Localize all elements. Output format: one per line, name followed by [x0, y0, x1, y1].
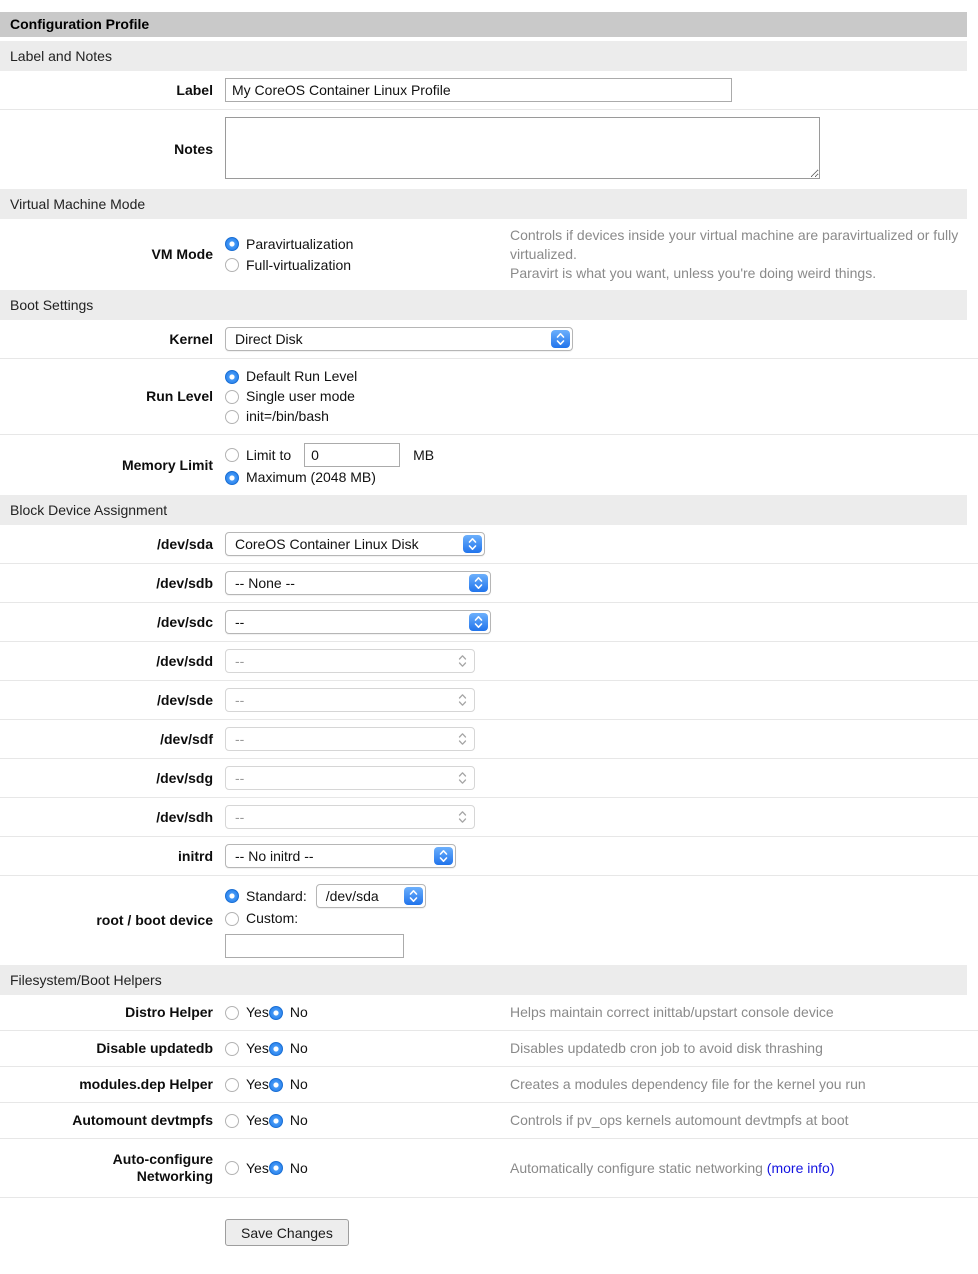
field-label-vm-mode: VM Mode: [151, 246, 213, 262]
radio-option-label: Yes: [246, 1076, 269, 1092]
radio-option-label: Standard:: [246, 887, 307, 904]
dev-sdh-select: --: [225, 805, 475, 829]
radio-option-label: Single user mode: [246, 388, 355, 404]
notes-textarea[interactable]: [225, 117, 820, 179]
section-header-filesystem-helpers: Filesystem/Boot Helpers: [0, 965, 967, 995]
dev-sdb-row: [0, 564, 978, 603]
automount-devtmpfs-no-radio[interactable]: [269, 1114, 283, 1128]
section-header-vm-mode: Virtual Machine Mode: [0, 189, 967, 219]
radio-option-label: Default Run Level: [246, 368, 358, 384]
dev-sdh-row: [0, 798, 978, 837]
dev-sde-row: [0, 681, 978, 720]
help-text: Automatically configure static networking (more info): [510, 1159, 835, 1176]
chevron-up-down-icon: [463, 535, 482, 553]
section-block-devices: [0, 495, 978, 965]
field-label-memory-limit: Memory Limit: [121, 456, 213, 473]
chevron-up-down-icon: [453, 652, 472, 670]
section-header-block-devices: Block Device Assignment: [0, 495, 967, 525]
auto-configure-networking-row: [0, 1139, 978, 1198]
field-label-dev-sda: /dev/sda: [156, 535, 213, 552]
field-label-dev-sdf: /dev/sdf: [160, 730, 213, 747]
chevron-up-down-icon: [469, 613, 488, 631]
section-header-boot-settings: Boot Settings: [0, 290, 967, 320]
chevron-up-down-icon: [434, 847, 453, 865]
radio-option-label: init=/bin/bash: [246, 408, 329, 424]
vm-mode-row: [0, 219, 978, 290]
label-row: [0, 71, 978, 110]
help-text: Helps maintain correct inittab/upstart console device: [510, 1004, 834, 1020]
field-label-initrd: initrd: [178, 847, 213, 864]
chevron-up-down-icon: [453, 730, 472, 748]
modules-dep-yes-radio[interactable]: [225, 1078, 239, 1092]
memory-unit-label: MB: [413, 446, 435, 463]
section-header-label-and-notes: Label and Notes: [0, 41, 967, 71]
radio-option-label: No: [289, 1076, 308, 1092]
field-label-distro-helper: Distro Helper: [125, 1004, 213, 1020]
dev-sdc-row: [0, 603, 978, 642]
chevron-up-down-icon: [551, 330, 570, 348]
field-label-dev-sdb: /dev/sdb: [156, 574, 213, 591]
modules-dep-helper-row: [0, 1067, 978, 1103]
more-info-link[interactable]: (more info): [766, 1159, 835, 1176]
section-boot-settings: [0, 290, 978, 495]
auto-configure-networking-no-radio[interactable]: [269, 1161, 283, 1175]
memory-limit-input[interactable]: [304, 443, 400, 467]
radio-option-label: No: [289, 1112, 308, 1128]
vm-mode-help-text: Controls if devices inside your virtual machine are paravirtualized or fully virtualized. Paravirt is what you want, unless you're doing weird things.: [510, 227, 959, 281]
field-label-dev-sdh: /dev/sdh: [156, 808, 213, 825]
field-label-kernel: Kernel: [169, 330, 213, 347]
chevron-up-down-icon: [453, 691, 472, 709]
vm-mode-full-virtualization-radio[interactable]: [225, 258, 239, 272]
chevron-up-down-icon: [453, 769, 472, 787]
disable-updatedb-row: [0, 1031, 978, 1067]
memory-maximum-radio[interactable]: [225, 471, 239, 485]
root-device-custom-radio[interactable]: [225, 912, 239, 926]
field-label-dev-sde: /dev/sde: [156, 691, 213, 708]
dev-sde-select: --: [225, 688, 475, 712]
radio-option-label: Yes: [246, 1040, 269, 1056]
dev-sda-select[interactable]: CoreOS Container Linux Disk: [225, 532, 485, 556]
field-label-dev-sdg: /dev/sdg: [156, 769, 213, 786]
dev-sdg-row: [0, 759, 978, 798]
distro-helper-row: [0, 995, 978, 1031]
radio-option-label: No: [289, 1159, 308, 1176]
dev-sdb-select[interactable]: -- None --: [225, 571, 491, 595]
label-input[interactable]: [225, 78, 732, 102]
initrd-select[interactable]: -- No initrd --: [225, 844, 456, 868]
root-device-select[interactable]: /dev/sda: [316, 884, 426, 908]
automount-devtmpfs-yes-radio[interactable]: [225, 1114, 239, 1128]
auto-configure-networking-yes-radio[interactable]: [225, 1161, 239, 1175]
chevron-up-down-icon: [469, 574, 488, 592]
radio-option-label: Limit to: [246, 446, 292, 463]
kernel-select[interactable]: Direct Disk: [225, 327, 573, 351]
field-label-auto-configure-networking: Auto-configure Networking: [112, 1151, 213, 1184]
radio-option-label: Custom:: [246, 910, 299, 926]
radio-option-label: Maximum (2048 MB): [246, 469, 376, 485]
root-device-standard-radio[interactable]: [225, 889, 239, 903]
distro-helper-yes-radio[interactable]: [225, 1006, 239, 1020]
field-label-label: Label: [176, 81, 213, 98]
field-label-disable-updatedb: Disable updatedb: [96, 1040, 213, 1056]
dev-sdd-select: --: [225, 649, 475, 673]
dev-sdd-row: [0, 642, 978, 681]
field-label-modules-dep: modules.dep Helper: [79, 1076, 213, 1092]
disable-updatedb-yes-radio[interactable]: [225, 1042, 239, 1056]
radio-option-label: No: [289, 1004, 308, 1020]
page-title: Configuration Profile: [0, 12, 967, 37]
field-label-dev-sdd: /dev/sdd: [156, 652, 213, 669]
radio-option-label: Yes: [246, 1004, 269, 1020]
custom-root-device-input[interactable]: [225, 934, 404, 958]
section-label-and-notes: [0, 41, 978, 189]
field-label-notes: Notes: [174, 141, 213, 157]
section-filesystem-helpers: [0, 965, 978, 1198]
field-label-automount-devtmpfs: Automount devtmpfs: [72, 1112, 213, 1128]
dev-sdf-row: [0, 720, 978, 759]
help-text: Creates a modules dependency file for the kernel you run: [510, 1076, 866, 1092]
dev-sdc-select[interactable]: --: [225, 610, 491, 634]
run-level-default-radio[interactable]: [225, 370, 239, 384]
dev-sda-row: [0, 525, 978, 564]
field-label-dev-sdc: /dev/sdc: [156, 613, 213, 630]
run-level-init-bash-radio[interactable]: [225, 410, 239, 424]
notes-row: [0, 110, 978, 189]
initrd-row: [0, 837, 978, 876]
chevron-up-down-icon: [404, 887, 423, 905]
kernel-row: [0, 320, 978, 359]
vm-mode-paravirtualization-radio[interactable]: [225, 237, 239, 251]
section-vm-mode: [0, 189, 978, 290]
run-level-single-user-radio[interactable]: [225, 390, 239, 404]
radio-option-label: Full-virtualization: [246, 256, 352, 273]
radio-option-label: Yes: [246, 1112, 269, 1128]
radio-option-label: Paravirtualization: [246, 235, 354, 252]
root-boot-device-row: [0, 876, 978, 965]
dev-sdg-select: --: [225, 766, 475, 790]
help-text: Controls if pv_ops kernels automount devtmpfs at boot: [510, 1112, 849, 1128]
save-row: [0, 1198, 978, 1274]
chevron-up-down-icon: [453, 808, 472, 826]
help-text: Disables updatedb cron job to avoid disk thrashing: [510, 1040, 823, 1056]
save-button[interactable]: Save Changes: [225, 1219, 349, 1246]
modules-dep-no-radio[interactable]: [269, 1078, 283, 1092]
radio-option-label: Yes: [246, 1159, 269, 1176]
field-label-run-level: Run Level: [146, 388, 213, 404]
radio-option-label: No: [289, 1040, 308, 1056]
memory-limit-to-radio[interactable]: [225, 448, 239, 462]
run-level-row: [0, 359, 978, 435]
distro-helper-no-radio[interactable]: [269, 1006, 283, 1020]
automount-devtmpfs-row: [0, 1103, 978, 1139]
memory-limit-row: [0, 435, 978, 495]
disable-updatedb-no-radio[interactable]: [269, 1042, 283, 1056]
dev-sdf-select: --: [225, 727, 475, 751]
field-label-root-boot-device: root / boot device: [96, 912, 213, 928]
